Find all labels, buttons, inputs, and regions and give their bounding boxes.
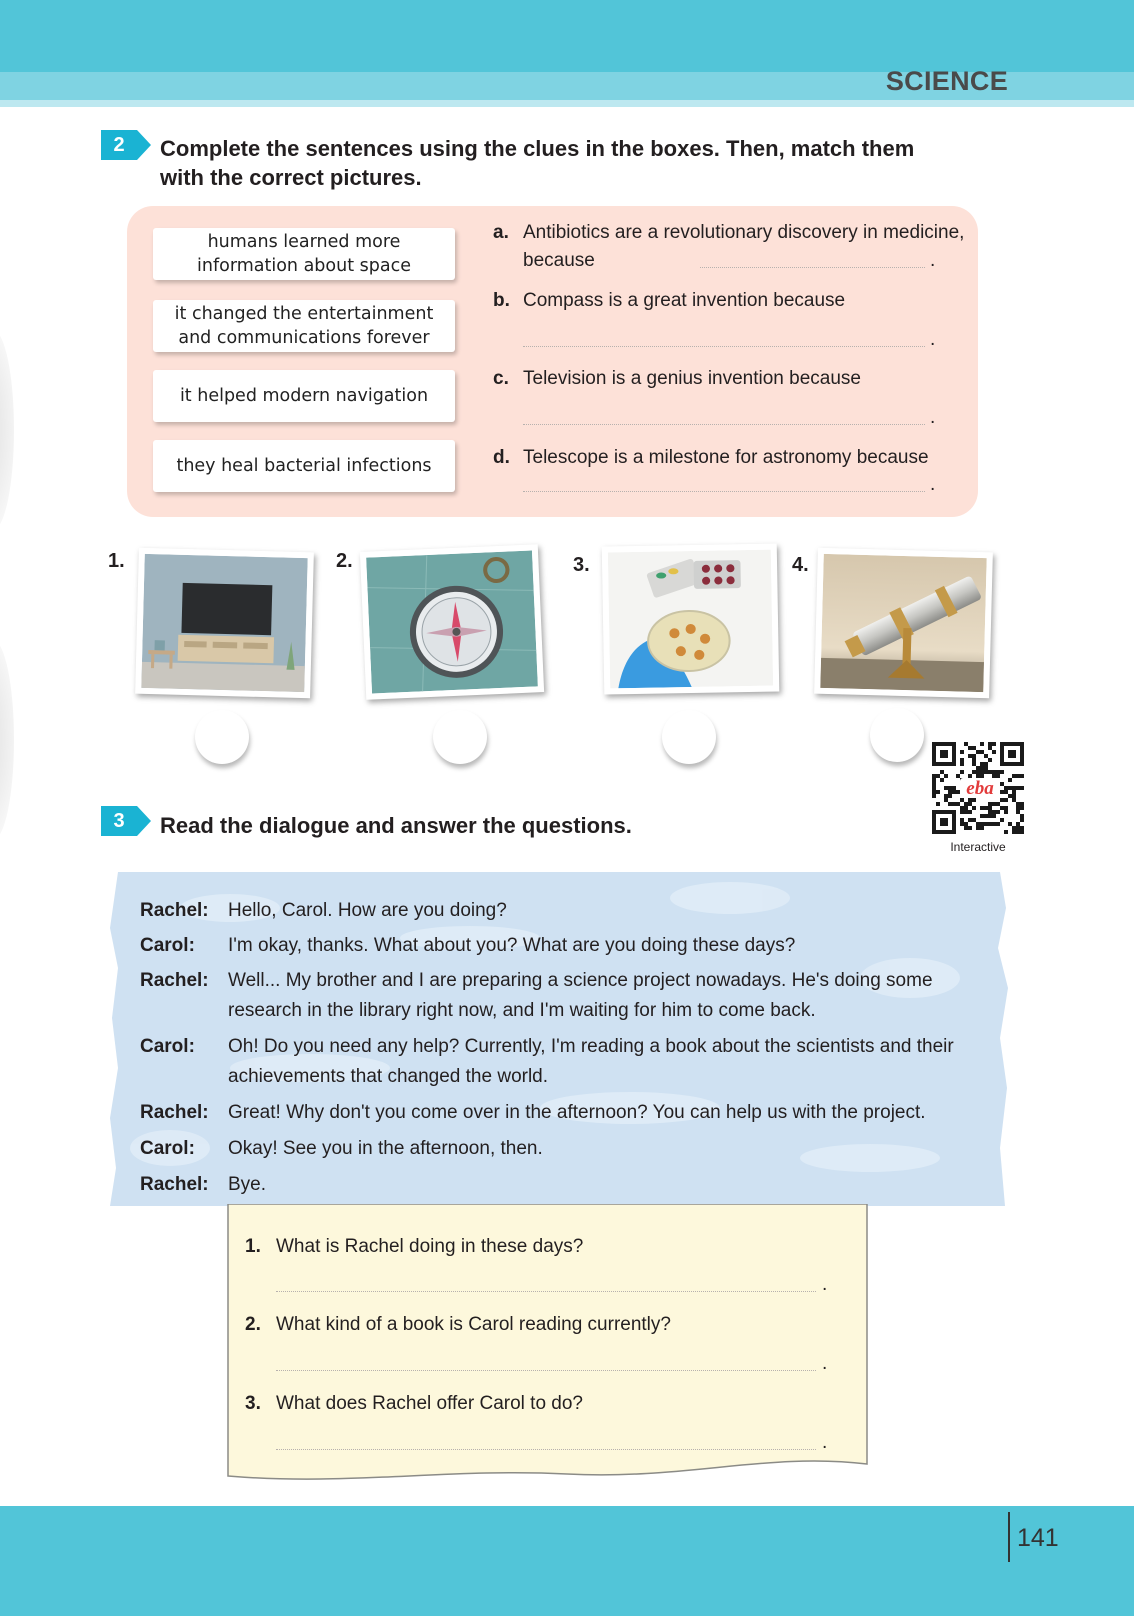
dialogue-line: Rachel: Bye. [140,1174,267,1195]
clue-box: they heal bacterial infections [153,440,455,492]
answer-line[interactable] [523,491,925,492]
exercise-3-title: Read the dialogue and answer the questions. [160,813,632,838]
picture-number: 4. [792,554,809,576]
answer-circle-1[interactable] [195,710,249,764]
sentence-d: d. Telescope is a milestone for astronomy because [493,447,929,468]
header-stripe-light [0,100,1134,107]
qr-code-icon[interactable] [932,742,1024,834]
period: . [930,474,936,495]
page-edge-shadow [0,330,14,530]
antibiotics-photo [602,543,780,694]
sentence-b: b. Compass is a great invention because [493,290,846,311]
clue-box: humans learned more information about space [153,228,455,280]
question-3: 3. What does Rachel offer Carol to do? [245,1393,583,1414]
sentence-a: a. Antibiotics are a revolutionary discovery in medicine, because [493,222,965,271]
clue-box: it changed the entertainment and communications forever [153,300,455,352]
exercise-2-title: Complete the sentences using the clues in the boxes. Then, match them with the correct pictures. [160,136,915,190]
compass-photo [360,544,544,700]
qr-label: Interactive [950,840,1006,854]
dialogue-line: Rachel: Great! Why don't you come over in the afternoon? You can help us with the project. [140,1102,926,1123]
page-edge-shadow [0,640,14,840]
answer-circle-2[interactable] [433,710,487,764]
header-band [0,0,1134,72]
answer-circle-4[interactable] [870,708,924,762]
period: . [822,1353,828,1374]
dialogue-line: Carol: I'm okay, thanks. What about you? What are you doing these days? [140,935,796,956]
television-photo [135,548,314,699]
period: . [930,407,936,428]
answer-line[interactable] [276,1291,816,1292]
period: . [930,329,936,350]
eba-logo: eba [966,778,994,799]
dialogue-line: Rachel: Well... My brother and I are preparing a science project nowadays. He's doing some research in the library right now, and I'm waiting for him to come back. [140,970,933,1021]
period: . [822,1432,828,1453]
dialogue-line: Carol: Okay! See you in the afternoon, then. [140,1138,543,1159]
page-number-divider [1008,1512,1010,1562]
page-number: 141 [1017,1524,1059,1552]
picture-number: 1. [108,550,125,572]
period: . [822,1274,828,1295]
picture-number: 3. [573,554,590,576]
footer-band [0,1506,1134,1616]
picture-number: 2. [336,550,353,572]
answer-line[interactable] [523,424,925,425]
section-label: SCIENCE [885,66,1008,96]
question-1: 1. What is Rachel doing in these days? [245,1236,584,1257]
question-2: 2. What kind of a book is Carol reading currently? [245,1314,671,1335]
exercise-2-badge: 2 [101,130,151,160]
dialogue-line: Rachel: Hello, Carol. How are you doing? [140,900,507,921]
answer-circle-3[interactable] [662,710,716,764]
period: . [930,250,936,271]
answer-line[interactable] [276,1449,816,1450]
answer-line[interactable] [276,1370,816,1371]
sentence-c: c. Television is a genius invention because [493,368,861,389]
answer-line[interactable] [523,346,925,347]
dialogue-line: Carol: Oh! Do you need any help? Currently, I'm reading a book about the scientists and their achievements that changed the world. [140,1036,954,1087]
telescope-photo [814,548,993,699]
clue-box: it helped modern navigation [153,370,455,422]
answer-line[interactable] [700,267,925,268]
exercise-3-badge: 3 [101,806,151,836]
